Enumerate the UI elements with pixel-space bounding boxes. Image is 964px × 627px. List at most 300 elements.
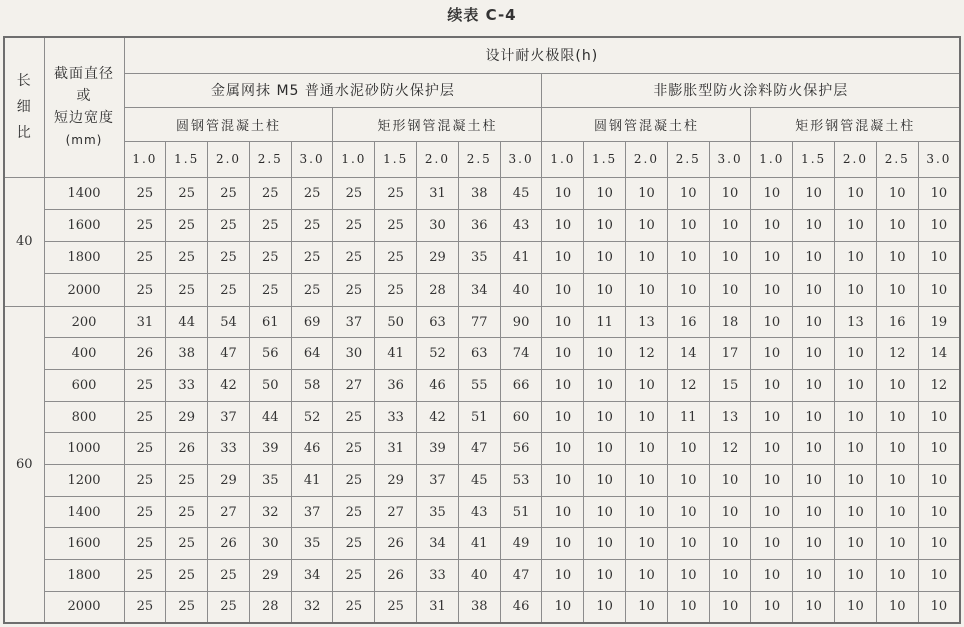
thickness-value-cell: 43 xyxy=(500,209,542,241)
thickness-value-cell: 33 xyxy=(208,433,250,465)
thickness-value-cell: 10 xyxy=(793,528,835,560)
thickness-value-cell: 25 xyxy=(291,209,333,241)
thickness-value-cell: 10 xyxy=(584,370,626,402)
dimension-cell: 600 xyxy=(44,370,124,402)
thickness-value-cell: 45 xyxy=(458,465,500,497)
thickness-value-cell: 33 xyxy=(375,401,417,433)
thickness-value-cell: 40 xyxy=(458,560,500,592)
thickness-value-cell: 25 xyxy=(208,274,250,306)
thickness-value-cell: 10 xyxy=(667,209,709,241)
thickness-value-cell: 25 xyxy=(333,560,375,592)
thickness-value-cell: 10 xyxy=(793,306,835,338)
thickness-value-cell: 25 xyxy=(208,242,250,274)
thickness-value-cell: 31 xyxy=(124,306,166,338)
thickness-value-cell: 47 xyxy=(458,433,500,465)
thickness-value-cell: 10 xyxy=(793,209,835,241)
thickness-value-cell: 63 xyxy=(458,338,500,370)
thickness-value-cell: 10 xyxy=(709,209,751,241)
dimension-cell: 2000 xyxy=(44,274,124,306)
dimension-cell: 400 xyxy=(44,338,124,370)
thickness-value-cell: 27 xyxy=(208,496,250,528)
thickness-value-cell: 54 xyxy=(208,306,250,338)
thickness-value-cell: 10 xyxy=(542,177,584,209)
thickness-value-cell: 10 xyxy=(709,560,751,592)
thickness-value-cell: 10 xyxy=(876,528,918,560)
thickness-value-cell: 11 xyxy=(584,306,626,338)
thickness-value-cell: 46 xyxy=(417,370,459,402)
thickness-value-cell: 51 xyxy=(500,496,542,528)
thickness-value-cell: 10 xyxy=(876,274,918,306)
slenderness-ratio-cell: 40 xyxy=(4,177,44,306)
thickness-value-cell: 10 xyxy=(793,242,835,274)
table-row xyxy=(4,177,960,209)
thickness-value-cell: 10 xyxy=(751,306,793,338)
thickness-value-cell: 41 xyxy=(458,528,500,560)
thickness-value-cell: 49 xyxy=(500,528,542,560)
thickness-value-cell: 32 xyxy=(291,591,333,623)
thickness-value-cell: 10 xyxy=(793,433,835,465)
thickness-value-cell: 47 xyxy=(208,338,250,370)
thickness-value-cell: 29 xyxy=(208,465,250,497)
thickness-value-cell: 37 xyxy=(417,465,459,497)
thickness-value-cell: 25 xyxy=(208,177,250,209)
thickness-value-cell: 10 xyxy=(709,496,751,528)
thickness-value-cell: 34 xyxy=(458,274,500,306)
thickness-value-cell: 55 xyxy=(458,370,500,402)
thickness-value-cell: 13 xyxy=(709,401,751,433)
thickness-value-cell: 10 xyxy=(751,177,793,209)
thickness-value-cell: 10 xyxy=(876,496,918,528)
thickness-value-cell: 10 xyxy=(876,209,918,241)
thickness-value-cell: 10 xyxy=(584,401,626,433)
thickness-value-cell: 25 xyxy=(375,591,417,623)
ratio-40-group xyxy=(4,177,960,306)
thickness-value-cell: 10 xyxy=(793,370,835,402)
thickness-value-cell: 34 xyxy=(417,528,459,560)
thickness-value-cell: 26 xyxy=(124,338,166,370)
thickness-value-cell: 35 xyxy=(417,496,459,528)
thickness-value-cell: 39 xyxy=(417,433,459,465)
thickness-value-cell: 25 xyxy=(249,177,291,209)
thickness-value-cell: 10 xyxy=(584,338,626,370)
thickness-value-cell: 10 xyxy=(918,528,960,560)
thickness-value-cell: 10 xyxy=(542,274,584,306)
thickness-value-cell: 42 xyxy=(417,401,459,433)
thickness-value-cell: 25 xyxy=(124,433,166,465)
thickness-value-cell: 10 xyxy=(542,591,584,623)
thickness-value-cell: 40 xyxy=(500,274,542,306)
dimension-cell: 1000 xyxy=(44,433,124,465)
thickness-value-cell: 18 xyxy=(709,306,751,338)
thickness-value-cell: 10 xyxy=(835,401,877,433)
thickness-value-cell: 10 xyxy=(542,528,584,560)
thickness-value-cell: 10 xyxy=(835,496,877,528)
thickness-value-cell: 10 xyxy=(626,465,668,497)
ratio-60-group xyxy=(4,306,960,623)
thickness-value-cell: 25 xyxy=(375,209,417,241)
thickness-value-cell: 28 xyxy=(417,274,459,306)
thickness-value-cell: 25 xyxy=(124,242,166,274)
table-row xyxy=(4,370,960,402)
thickness-value-cell: 10 xyxy=(626,433,668,465)
thickness-value-cell: 10 xyxy=(876,177,918,209)
thickness-value-cell: 13 xyxy=(835,306,877,338)
thickness-value-cell: 31 xyxy=(417,177,459,209)
thickness-value-cell: 37 xyxy=(208,401,250,433)
thickness-value-cell: 12 xyxy=(709,433,751,465)
thickness-value-cell: 10 xyxy=(793,338,835,370)
thickness-value-cell: 10 xyxy=(667,496,709,528)
thickness-value-cell: 10 xyxy=(918,560,960,592)
dimension-cell: 1600 xyxy=(44,528,124,560)
thickness-value-cell: 64 xyxy=(291,338,333,370)
round-column-header: 圆钢管混凝土柱 xyxy=(542,107,751,141)
hour-header: 2.5 xyxy=(458,141,500,177)
thickness-value-cell: 25 xyxy=(208,209,250,241)
thickness-value-cell: 25 xyxy=(124,401,166,433)
thickness-value-cell: 10 xyxy=(751,591,793,623)
thickness-value-cell: 10 xyxy=(876,465,918,497)
thickness-value-cell: 45 xyxy=(500,177,542,209)
thickness-value-cell: 10 xyxy=(835,274,877,306)
hour-header: 1.0 xyxy=(751,141,793,177)
thickness-value-cell: 50 xyxy=(375,306,417,338)
thickness-value-cell: 12 xyxy=(626,338,668,370)
thickness-value-cell: 36 xyxy=(375,370,417,402)
thickness-value-cell: 10 xyxy=(542,496,584,528)
table-row xyxy=(4,465,960,497)
thickness-value-cell: 10 xyxy=(751,274,793,306)
thickness-value-cell: 10 xyxy=(918,591,960,623)
thickness-value-cell: 25 xyxy=(166,496,208,528)
thickness-value-cell: 10 xyxy=(667,177,709,209)
thickness-value-cell: 10 xyxy=(667,274,709,306)
thickness-value-cell: 10 xyxy=(542,242,584,274)
thickness-value-cell: 10 xyxy=(751,528,793,560)
thickness-value-cell: 25 xyxy=(333,433,375,465)
table-row xyxy=(4,209,960,241)
thickness-value-cell: 25 xyxy=(166,465,208,497)
thickness-value-cell: 10 xyxy=(835,560,877,592)
thickness-value-cell: 10 xyxy=(793,274,835,306)
thickness-value-cell: 25 xyxy=(333,401,375,433)
thickness-value-cell: 10 xyxy=(793,465,835,497)
thickness-value-cell: 10 xyxy=(584,177,626,209)
thickness-value-cell: 10 xyxy=(918,209,960,241)
rect-column-header: 矩形钢管混凝土柱 xyxy=(333,107,542,141)
thickness-value-cell: 10 xyxy=(584,274,626,306)
thickness-value-cell: 10 xyxy=(918,465,960,497)
thickness-value-cell: 10 xyxy=(918,177,960,209)
fire-protection-table xyxy=(3,36,961,624)
thickness-value-cell: 10 xyxy=(793,560,835,592)
thickness-value-cell: 10 xyxy=(542,433,584,465)
thickness-value-cell: 25 xyxy=(249,209,291,241)
thickness-value-cell: 10 xyxy=(667,242,709,274)
thickness-value-cell: 10 xyxy=(876,401,918,433)
thickness-value-cell: 10 xyxy=(667,591,709,623)
thickness-value-cell: 10 xyxy=(542,560,584,592)
thickness-value-cell: 25 xyxy=(333,591,375,623)
thickness-value-cell: 10 xyxy=(667,560,709,592)
mortar-protection-header: 金属网抹 M5 普通水泥砂防火保护层 xyxy=(124,73,542,107)
thickness-value-cell: 10 xyxy=(835,209,877,241)
thickness-value-cell: 46 xyxy=(291,433,333,465)
thickness-value-cell: 30 xyxy=(249,528,291,560)
thickness-value-cell: 10 xyxy=(709,528,751,560)
thickness-value-cell: 10 xyxy=(667,528,709,560)
thickness-value-cell: 25 xyxy=(375,242,417,274)
thickness-value-cell: 10 xyxy=(751,465,793,497)
thickness-value-cell: 10 xyxy=(918,401,960,433)
hour-header: 3.0 xyxy=(500,141,542,177)
thickness-value-cell: 10 xyxy=(709,242,751,274)
hour-header: 1.0 xyxy=(124,141,166,177)
slenderness-header: 长 细 比 xyxy=(4,37,44,177)
table-row xyxy=(4,274,960,306)
table-row xyxy=(4,560,960,592)
thickness-value-cell: 29 xyxy=(375,465,417,497)
table-row xyxy=(4,496,960,528)
dimension-cell: 800 xyxy=(44,401,124,433)
thickness-value-cell: 41 xyxy=(375,338,417,370)
thickness-value-cell: 25 xyxy=(124,496,166,528)
thickness-value-cell: 10 xyxy=(751,338,793,370)
thickness-value-cell: 31 xyxy=(417,591,459,623)
thickness-value-cell: 17 xyxy=(709,338,751,370)
thickness-value-cell: 25 xyxy=(124,370,166,402)
thickness-value-cell: 10 xyxy=(709,177,751,209)
thickness-value-cell: 25 xyxy=(208,591,250,623)
hour-header: 3.0 xyxy=(291,141,333,177)
thickness-value-cell: 27 xyxy=(333,370,375,402)
thickness-value-cell: 10 xyxy=(542,370,584,402)
thickness-value-cell: 43 xyxy=(458,496,500,528)
thickness-value-cell: 10 xyxy=(584,433,626,465)
thickness-value-cell: 51 xyxy=(458,401,500,433)
hour-header: 1.5 xyxy=(375,141,417,177)
dimension-cell: 1800 xyxy=(44,242,124,274)
thickness-value-cell: 10 xyxy=(876,242,918,274)
thickness-value-cell: 11 xyxy=(667,401,709,433)
thickness-value-cell: 10 xyxy=(835,465,877,497)
thickness-value-cell: 33 xyxy=(166,370,208,402)
thickness-value-cell: 10 xyxy=(709,274,751,306)
thickness-value-cell: 25 xyxy=(333,177,375,209)
thickness-value-cell: 10 xyxy=(667,465,709,497)
dimension-cell: 2000 xyxy=(44,591,124,623)
thickness-value-cell: 10 xyxy=(584,560,626,592)
table-caption: 续表 C-4 xyxy=(447,6,517,24)
thickness-value-cell: 10 xyxy=(584,591,626,623)
thickness-value-cell: 10 xyxy=(793,591,835,623)
thickness-value-cell: 25 xyxy=(333,209,375,241)
thickness-value-cell: 10 xyxy=(918,274,960,306)
hour-header: 2.0 xyxy=(208,141,250,177)
thickness-value-cell: 38 xyxy=(458,177,500,209)
thickness-value-cell: 25 xyxy=(333,528,375,560)
thickness-value-cell: 10 xyxy=(584,496,626,528)
thickness-value-cell: 10 xyxy=(584,209,626,241)
thickness-value-cell: 25 xyxy=(124,591,166,623)
thickness-value-cell: 10 xyxy=(709,591,751,623)
dimension-header: 截面直径 或 短边宽度 (mm) xyxy=(44,37,124,177)
thickness-value-cell: 10 xyxy=(542,465,584,497)
thickness-value-cell: 25 xyxy=(124,465,166,497)
dimension-cell: 1800 xyxy=(44,560,124,592)
thickness-value-cell: 10 xyxy=(751,242,793,274)
thickness-value-cell: 30 xyxy=(417,209,459,241)
thickness-value-cell: 30 xyxy=(333,338,375,370)
hours-header-row xyxy=(4,141,960,177)
thickness-value-cell: 25 xyxy=(124,528,166,560)
coating-protection-header: 非膨胀型防火涂料防火保护层 xyxy=(542,73,960,107)
thickness-value-cell: 10 xyxy=(835,338,877,370)
thickness-value-cell: 34 xyxy=(291,560,333,592)
thickness-value-cell: 74 xyxy=(500,338,542,370)
thickness-value-cell: 12 xyxy=(667,370,709,402)
table-row xyxy=(4,338,960,370)
thickness-value-cell: 10 xyxy=(835,242,877,274)
table-header xyxy=(4,37,960,177)
thickness-value-cell: 63 xyxy=(417,306,459,338)
thickness-value-cell: 10 xyxy=(542,209,584,241)
thickness-value-cell: 31 xyxy=(375,433,417,465)
thickness-value-cell: 25 xyxy=(124,177,166,209)
thickness-value-cell: 10 xyxy=(835,433,877,465)
thickness-value-cell: 25 xyxy=(333,242,375,274)
thickness-value-cell: 10 xyxy=(542,306,584,338)
thickness-value-cell: 26 xyxy=(375,560,417,592)
thickness-value-cell: 10 xyxy=(793,177,835,209)
hour-header: 1.0 xyxy=(542,141,584,177)
thickness-value-cell: 25 xyxy=(291,242,333,274)
thickness-value-cell: 25 xyxy=(291,274,333,306)
thickness-value-cell: 10 xyxy=(584,465,626,497)
thickness-value-cell: 29 xyxy=(417,242,459,274)
thickness-value-cell: 44 xyxy=(249,401,291,433)
round-column-header: 圆钢管混凝土柱 xyxy=(124,107,333,141)
thickness-value-cell: 10 xyxy=(626,528,668,560)
dimension-cell: 1400 xyxy=(44,496,124,528)
thickness-value-cell: 10 xyxy=(876,560,918,592)
thickness-value-cell: 37 xyxy=(333,306,375,338)
thickness-value-cell: 14 xyxy=(667,338,709,370)
thickness-value-cell: 10 xyxy=(667,433,709,465)
thickness-value-cell: 25 xyxy=(166,242,208,274)
thickness-value-cell: 29 xyxy=(249,560,291,592)
thickness-value-cell: 58 xyxy=(291,370,333,402)
thickness-value-cell: 52 xyxy=(417,338,459,370)
table-row xyxy=(4,242,960,274)
dimension-cell: 1600 xyxy=(44,209,124,241)
table-row xyxy=(4,306,960,338)
thickness-value-cell: 10 xyxy=(835,370,877,402)
thickness-value-cell: 10 xyxy=(876,433,918,465)
thickness-value-cell: 12 xyxy=(918,370,960,402)
thickness-value-cell: 32 xyxy=(249,496,291,528)
thickness-value-cell: 41 xyxy=(291,465,333,497)
thickness-value-cell: 10 xyxy=(751,401,793,433)
thickness-value-cell: 25 xyxy=(333,274,375,306)
thickness-value-cell: 50 xyxy=(249,370,291,402)
thickness-value-cell: 10 xyxy=(751,496,793,528)
thickness-value-cell: 39 xyxy=(249,433,291,465)
thickness-value-cell: 10 xyxy=(918,496,960,528)
thickness-value-cell: 10 xyxy=(626,560,668,592)
thickness-value-cell: 14 xyxy=(918,338,960,370)
thickness-value-cell: 10 xyxy=(542,401,584,433)
thickness-value-cell: 25 xyxy=(208,560,250,592)
hour-header: 1.5 xyxy=(584,141,626,177)
thickness-value-cell: 10 xyxy=(626,274,668,306)
thickness-value-cell: 53 xyxy=(500,465,542,497)
thickness-value-cell: 25 xyxy=(166,560,208,592)
thickness-value-cell: 25 xyxy=(375,274,417,306)
thickness-value-cell: 25 xyxy=(166,591,208,623)
thickness-value-cell: 56 xyxy=(500,433,542,465)
fire-limit-header: 设计耐火极限(h) xyxy=(124,37,960,73)
thickness-value-cell: 44 xyxy=(166,306,208,338)
thickness-value-cell: 42 xyxy=(208,370,250,402)
thickness-value-cell: 10 xyxy=(918,242,960,274)
thickness-value-cell: 25 xyxy=(124,274,166,306)
thickness-value-cell: 12 xyxy=(876,338,918,370)
thickness-value-cell: 10 xyxy=(751,560,793,592)
thickness-value-cell: 60 xyxy=(500,401,542,433)
thickness-value-cell: 10 xyxy=(542,338,584,370)
thickness-value-cell: 28 xyxy=(249,591,291,623)
thickness-value-cell: 10 xyxy=(584,242,626,274)
thickness-value-cell: 36 xyxy=(458,209,500,241)
hour-header: 2.0 xyxy=(626,141,668,177)
thickness-value-cell: 10 xyxy=(835,177,877,209)
rect-column-header: 矩形钢管混凝土柱 xyxy=(751,107,960,141)
thickness-value-cell: 52 xyxy=(291,401,333,433)
thickness-value-cell: 41 xyxy=(500,242,542,274)
thickness-value-cell: 25 xyxy=(166,209,208,241)
thickness-value-cell: 35 xyxy=(458,242,500,274)
thickness-value-cell: 33 xyxy=(417,560,459,592)
thickness-value-cell: 19 xyxy=(918,306,960,338)
thickness-value-cell: 25 xyxy=(166,177,208,209)
dimension-cell: 1400 xyxy=(44,177,124,209)
thickness-value-cell: 56 xyxy=(249,338,291,370)
thickness-value-cell: 10 xyxy=(835,528,877,560)
thickness-value-cell: 35 xyxy=(291,528,333,560)
dimension-cell: 200 xyxy=(44,306,124,338)
thickness-value-cell: 29 xyxy=(166,401,208,433)
thickness-value-cell: 26 xyxy=(166,433,208,465)
table-row xyxy=(4,591,960,623)
dimension-cell: 1200 xyxy=(44,465,124,497)
hour-header: 2.5 xyxy=(667,141,709,177)
thickness-value-cell: 35 xyxy=(249,465,291,497)
thickness-value-cell: 27 xyxy=(375,496,417,528)
hour-header: 3.0 xyxy=(918,141,960,177)
thickness-value-cell: 10 xyxy=(626,242,668,274)
thickness-value-cell: 38 xyxy=(458,591,500,623)
thickness-value-cell: 10 xyxy=(876,591,918,623)
hour-header: 1.5 xyxy=(166,141,208,177)
thickness-value-cell: 25 xyxy=(124,209,166,241)
hour-header: 2.5 xyxy=(876,141,918,177)
thickness-value-cell: 26 xyxy=(375,528,417,560)
hour-header: 1.5 xyxy=(793,141,835,177)
thickness-value-cell: 77 xyxy=(458,306,500,338)
thickness-value-cell: 10 xyxy=(751,209,793,241)
thickness-value-cell: 16 xyxy=(667,306,709,338)
